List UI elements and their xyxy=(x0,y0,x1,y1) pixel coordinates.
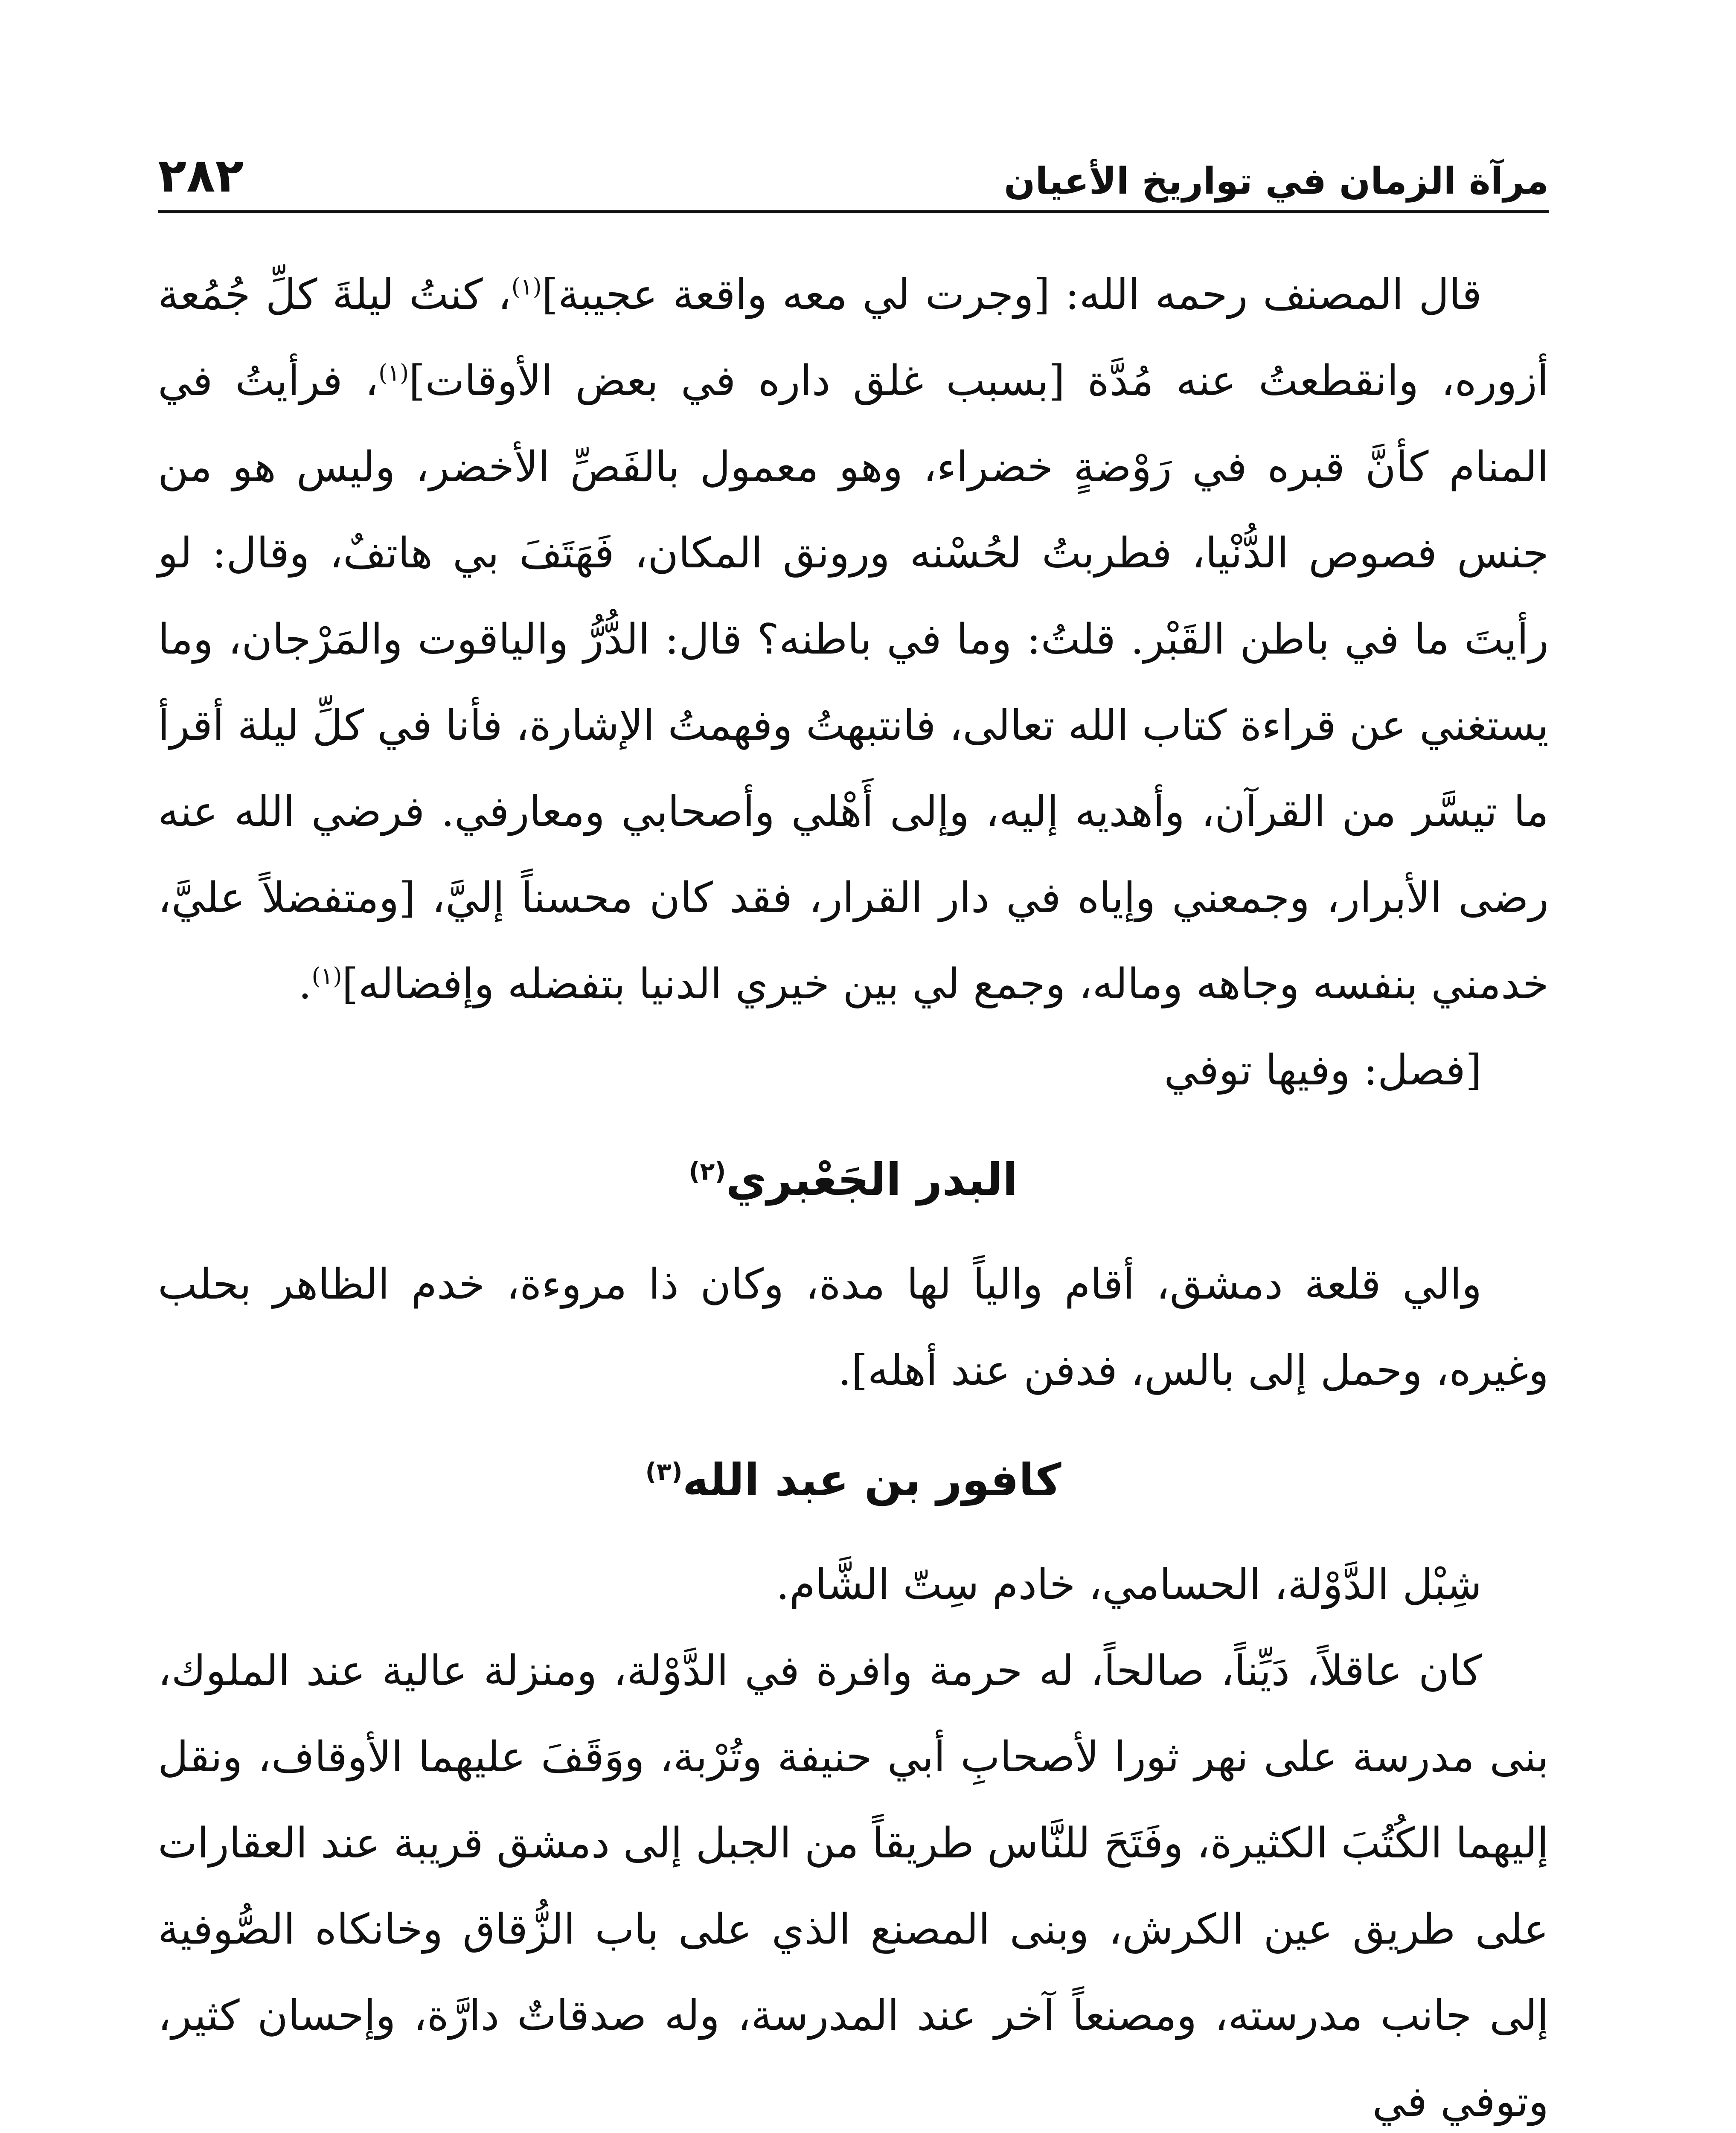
paragraph-dream-narrative xyxy=(158,252,1549,1027)
paragraph-badr-jabari: والي قلعة دمشق، أقام والياً لها مدة، وكان ذا مروءة، خدم الظاهر بحلب وغيره، وحمل إلى بالس، فدفن عند أهله]. xyxy=(158,1260,1549,1395)
main-text xyxy=(158,252,1549,2133)
text-segment: . xyxy=(298,960,312,1008)
page-number: ٢٨٢ xyxy=(158,148,244,203)
book-title: مرآة الزمان في تواريخ الأعيان xyxy=(1004,160,1549,203)
entry-heading-badr-jabari xyxy=(158,1126,1549,1233)
heading-text: كافور بن عبد الله xyxy=(682,1454,1061,1506)
paragraph-kafur-biography: كان عاقلاً، دَيِّناً، صالحاً، له حرمة وافرة في الدَّوْلة، ومنزلة عالية عند الملوك، بنى مدرسة على نهر ثورا لأصحابِ أبي حنيفة وتُرْبة، ووَقَفَ عليهما الأوقاف، ونقل إليهما الكُتُبَ الكثيرة، وفَتَحَ للنَّاس طريقاً من الجبل إلى دمشق قريبة عند العقارات على طريق عين الكرش، وبنى المصنع الذي على باب الزُّقاق وخانكاه الصُّوفية إلى جانب مدرسته، ومصنعاً آخر عند المدرسة، وله صدقاتٌ دارَّة، وإحسان كثير، وتوفي في xyxy=(158,1647,1549,2126)
footnote-ref: (٣) xyxy=(645,1458,683,1486)
footnote-ref: (١) xyxy=(378,359,409,386)
footnote-ref: (١) xyxy=(311,962,342,990)
text-segment: قال المصنف رحمه الله: [وجرت لي معه واقعة عجيبة] xyxy=(541,270,1482,319)
paragraph-section-intro: [فصل: وفيها توفي xyxy=(1164,1046,1482,1095)
book-page xyxy=(158,141,1549,2133)
footnote-ref: (١) xyxy=(511,273,542,300)
running-header xyxy=(158,141,1549,213)
text-segment: ، فرأيتُ في المنام كأنَّ قبره في رَوْضةٍ خضراء، وهو معمول بالفَصِّ الأخضر، وليس هو من جنس فصوص الدُّنْيا، فطربتُ لحُسْنه ورونق المكان، فَهَتَفَ بي هاتفٌ، وقال: لو رأيتَ ما في باطن القَبْر. قلتُ: وما في باطنه؟ قال: الدُّرُّ والياقوت والمَرْجان، وما يستغني عن قراءة كتاب الله تعالى، فانتبهتُ وفهمتُ الإشارة، فأنا في كلِّ ليلة أقرأ ما تيسَّر من القرآن، وأهديه إليه، وإلى أَهْلي وأصحابي ومعارفي. فرضي الله عنه رضى الأبرار، وجمعني وإياه في دار القرار، فقد كان محسناً إليَّ، [ومتفضلاً عليَّ، خدمني بنفسه وجاهه وماله، وجمع لي بين خيري الدنيا بتفضله وإفضاله] xyxy=(158,357,1549,1008)
heading-text: البدر الجَعْبري xyxy=(726,1154,1018,1206)
paragraph-kafur-title: شِبْل الدَّوْلة، الحسامي، خادم سِتّ الشَّام. xyxy=(776,1561,1482,1609)
footnote-ref: (٢) xyxy=(689,1157,726,1186)
text-segment: ، كنتُ ليلةَ كلِّ جُمُعة أزوره، وانقطعتُ عنه مُدَّة [بسبب غلق داره في بعض الأوقات] xyxy=(158,270,1549,405)
entry-heading-kafur xyxy=(158,1427,1549,1533)
